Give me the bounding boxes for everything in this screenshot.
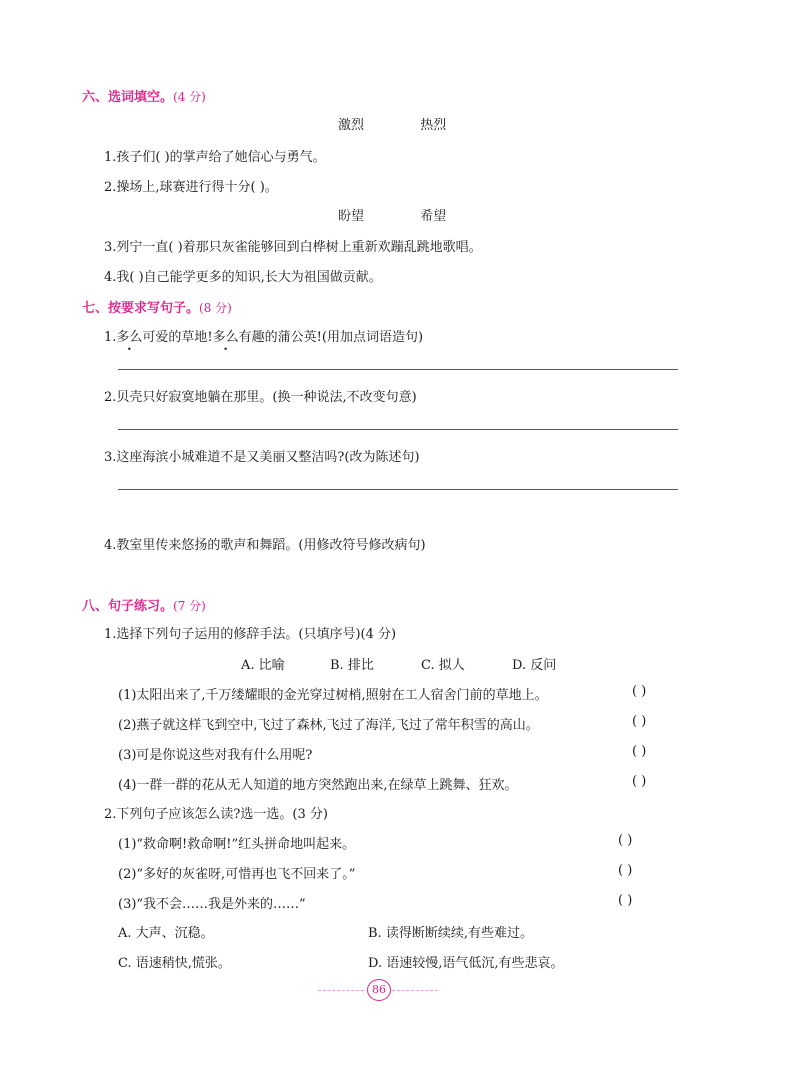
s8-item-1: (1)太阳出来了,千万缕耀眼的金光穿过树梢,照射在工人宿舍门前的草地上。 [118, 688, 548, 703]
s6-question-1: 1.孩子们( )的掌声给了她信心与勇气。 [104, 150, 326, 165]
answer-blank[interactable]: ( ) [632, 684, 647, 699]
s8-item-2: (2)燕子就这样飞到空中,飞过了森林,飞过了海洋,飞过了常年积雪的高山。 [118, 718, 539, 733]
page-number-rule-right [392, 990, 438, 991]
word-option: 热烈 [420, 118, 447, 133]
s6-question-4: 4.我( )自己能学更多的知识,长大为祖国做贡献。 [104, 270, 382, 285]
section-8-heading [82, 595, 206, 614]
s6-question-3: 3.列宁一直( )着那只灰雀能够回到白桦树上重新欢蹦乱跳地歌唱。 [104, 240, 482, 255]
page-number-rule-left [318, 990, 364, 991]
word-option: 希望 [420, 209, 447, 224]
question-text: 有趣的蒲公英!(用加点词语造句) [238, 330, 424, 345]
answer-line[interactable] [118, 489, 678, 490]
s8-read-item-2: (2)“多好的灰雀呀,可惜再也飞不回来了。” [118, 867, 356, 882]
s8-part-1-prompt: 1.选择下列句子运用的修辞手法。(只填序号)(4 分) [104, 627, 397, 642]
s8-part-2-prompt: 2.下列句子应该怎么读?选一选。(3 分) [104, 807, 328, 822]
answer-blank[interactable]: ( ) [632, 714, 647, 729]
word-option: 盼望 [338, 209, 365, 224]
s7-question-4: 4.教室里传来悠扬的歌声和舞蹈。(用修改符号修改病句) [104, 538, 426, 553]
dotted-word: 多么 [212, 330, 239, 345]
word-pair-2 [338, 205, 446, 224]
answer-blank[interactable]: ( ) [618, 863, 633, 878]
word-option: 激烈 [338, 118, 365, 133]
s8-read-item-3: (3)“我不会……我是外来的……” [118, 897, 306, 912]
section-7-title: 七、按要求写句子。 [82, 301, 200, 316]
answer-line[interactable] [118, 429, 678, 430]
question-text: 可爱的草地! [142, 330, 213, 345]
dotted-word: 多么 [116, 330, 143, 345]
s8-item-4: (4)一群一群的花从无人知道的地方突然跑出来,在绿草上跳舞、狂欢。 [118, 778, 518, 793]
page-number: 86 [367, 979, 391, 1001]
read-option-c: C. 语速稍快,慌张。 [118, 956, 231, 971]
question-number: 1. [104, 330, 117, 345]
option-d: D. 反问 [512, 658, 557, 673]
read-option-d: D. 语速较慢,语气低沉,有些悲哀。 [368, 956, 564, 971]
answer-blank[interactable]: ( ) [632, 774, 647, 789]
s7-question-3: 3.这座海滨小城难道不是又美丽又整洁吗?(改为陈述句) [104, 450, 420, 465]
s7-question-2: 2.贝壳只好寂寞地躺在那里。(换一种说法,不改变句意) [104, 390, 417, 405]
answer-blank[interactable]: ( ) [632, 744, 647, 759]
section-7-points: (8 分) [199, 301, 232, 315]
option-b: B. 排比 [330, 658, 374, 673]
s7-question-1 [104, 326, 423, 345]
answer-line[interactable] [118, 369, 678, 370]
s6-question-2: 2.操场上,球赛进行得十分( )。 [104, 180, 278, 195]
read-option-a: A. 大声、沉稳。 [118, 926, 214, 941]
word-pair-1 [338, 114, 446, 133]
answer-blank[interactable]: ( ) [618, 893, 633, 908]
s8-item-3: (3)可是你说这些对我有什么用呢? [118, 748, 313, 763]
option-c: C. 拟人 [421, 658, 465, 673]
section-6-points: (4 分) [173, 90, 206, 104]
s8-read-item-1: (1)“救命啊!救命啊!”红头拼命地叫起来。 [118, 837, 356, 852]
section-6-title: 六、选词填空。 [82, 90, 174, 105]
section-6-heading [82, 86, 206, 105]
section-8-points: (7 分) [173, 599, 206, 613]
section-8-title: 八、句子练习。 [82, 599, 174, 614]
answer-blank[interactable]: ( ) [618, 833, 633, 848]
section-7-heading [82, 297, 232, 316]
read-option-b: B. 读得断断续续,有些难过。 [368, 926, 533, 941]
option-a: A. 比喻 [241, 658, 285, 673]
